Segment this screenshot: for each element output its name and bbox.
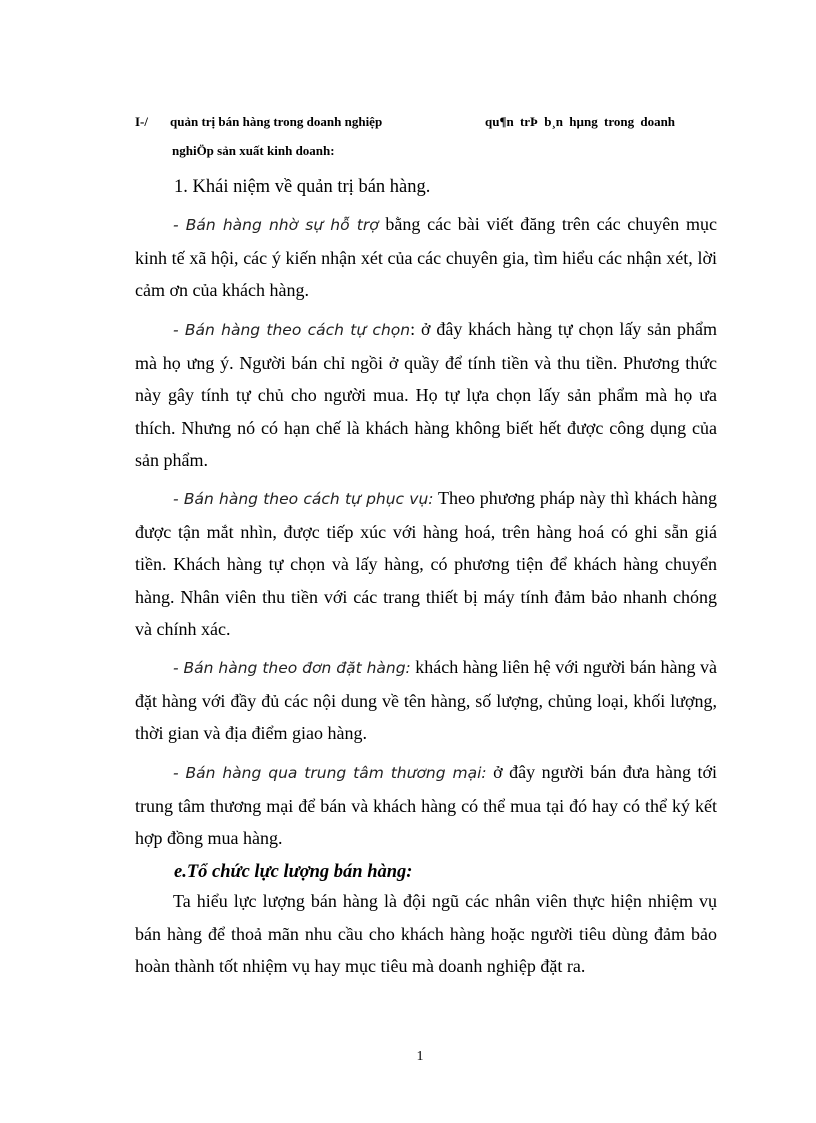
paragraph-text: bằng các bài viết đăng trên các chuyên mục kinh tế xã hội, các ý kiến nhận xét của các chuyên gia, tìm hiểu các nhận xét, lời cảm ơn của khách hàng. bbox=[135, 214, 717, 300]
paragraph-lead: - Bán hàng theo cách tự phục vụ: bbox=[173, 490, 434, 508]
paragraph-self-select bbox=[135, 313, 717, 477]
paragraph-trade-center bbox=[135, 756, 717, 855]
paragraph-order bbox=[135, 651, 717, 750]
paragraph-text: : ở đây khách hàng tự chọn lấy sản phẩm mà họ ưng ý. Người bán chỉ ngồi ở quầy để tính tiền và thu tiền. Phương thức này gây tính tự chủ cho người mua. Họ tự lựa chọn lấy sản phẩm mà họ ưa thích. Nhưng nó có hạn chế là khách hàng không biết hết được công dụng của sản phẩm. bbox=[135, 319, 718, 470]
section-e-paragraph: Ta hiểu lực lượng bán hàng là đội ngũ các nhân viên thực hiện nhiệm vụ bán hàng để thoả mãn nhu cầu cho khách hàng hoặc người tiêu dùng đảm bảo hoàn thành tốt nhiệm vụ hay mục tiêu mà doanh nghiệp đặt ra. bbox=[135, 891, 717, 976]
section-number: I-/ bbox=[135, 114, 148, 129]
paragraph-text: ở đây người bán đưa hàng tới trung tâm thương mại để bán và khách hàng có thể mua tại đó hay có thể ký kết hợp đồng mua hàng. bbox=[135, 762, 718, 848]
paragraph-lead: - Bán hàng nhờ sự hỗ trợ bbox=[173, 216, 379, 234]
section-e-title: e.Tổ chức lực lượng bán hàng: bbox=[174, 862, 413, 882]
page-number: 1 bbox=[416, 1049, 424, 1064]
section-heading-right: qu¶n trÞ b¸n hµng trong doanh bbox=[485, 114, 676, 129]
paragraph-lead: - Bán hàng theo cách tự chọn bbox=[173, 321, 411, 339]
paragraph-lead: - Bán hàng qua trung tâm thương mại: bbox=[173, 764, 487, 782]
paragraph-sales-support bbox=[135, 208, 717, 307]
paragraph-text: Theo phương pháp này thì khách hàng được tận mắt nhìn, được tiếp xúc với hàng hoá, trên hàng hoá có ghi sẵn giá tiền. Khách hàng tự chọn và lấy hàng, có phương tiện để khách hàng chuyển hàng. Nhân viên thu tiền với các trang thiết bị máy tính đảm bảo nhanh chóng và chính xác. bbox=[135, 488, 717, 639]
paragraph-lead: - Bán hàng theo đơn đặt hàng: bbox=[173, 659, 411, 677]
paragraph-self-service bbox=[135, 482, 717, 646]
paragraph-text: khách hàng liên hệ với người bán hàng và đặt hàng với đầy đủ các nội dung về tên hàng, số lượng, chủng loại, khối lượng, thời gian và địa điểm giao hàng. bbox=[135, 657, 718, 743]
section-heading-line2: nghiÖp sản xuất kinh doanh: bbox=[172, 143, 335, 158]
concept-title: 1. Khái niệm về quản trị bán hàng. bbox=[174, 177, 431, 197]
section-heading-left: quản trị bán hàng trong doanh nghiệp bbox=[170, 114, 383, 129]
